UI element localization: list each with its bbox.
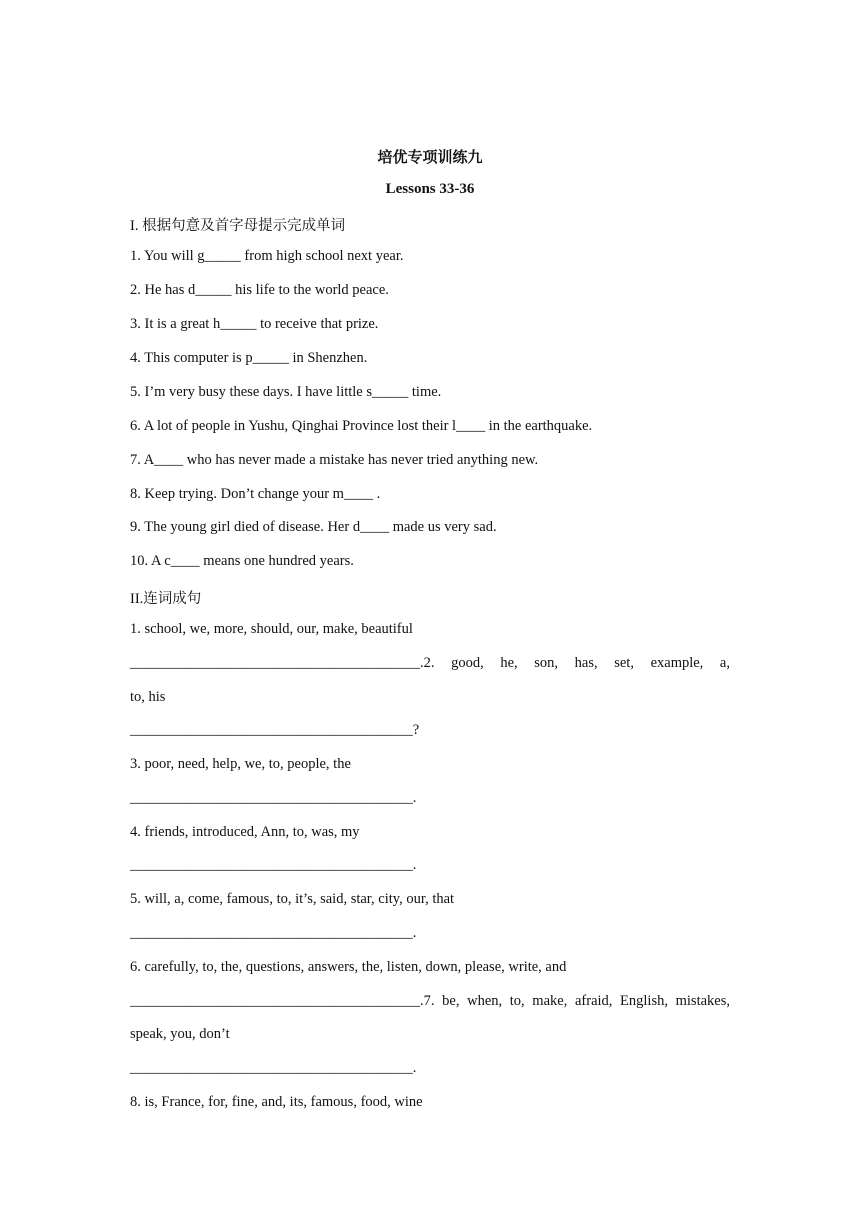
section-1-item: 8. Keep trying. Don’t change your m____ . [130,486,381,502]
answer-line-6-question-7: ________________________________________.7. be, when, to, make, afraid, English, mistakes, [130,993,730,1009]
worksheet-subtitle: Lessons 33-36 [385,181,475,197]
question-7-continued: speak, you, don’t [130,1026,230,1042]
section-1-item: 3. It is a great h_____ to receive that prize. [130,316,379,332]
answer-line-1-question-2: ________________________________________.2. good, he, son, has, set, example, a, [130,655,730,671]
section-1-item: 4. This computer is p_____ in Shenzhen. [130,350,368,366]
answer-line-7: _______________________________________. [130,1060,417,1076]
section-1-heading: I. 根据句意及首字母提示完成单词 [130,218,346,234]
question-2-continued: to, his [130,689,166,705]
answer-line-4: _______________________________________. [130,857,417,873]
answer-line-2: _______________________________________? [130,722,420,738]
section-1-item: 5. I’m very busy these days. I have little s_____ time. [130,384,442,400]
worksheet-title: 培优专项训练九 [377,150,483,166]
section-1-item: 1. You will g_____ from high school next year. [130,248,404,264]
section-1-item: 6. A lot of people in Yushu, Qinghai Province lost their l____ in the earthquake. [130,418,593,434]
question-5: 5. will, a, come, famous, to, it’s, said, star, city, our, that [130,891,455,907]
section-1-item: 2. He has d_____ his life to the world peace. [130,282,389,298]
section-1-item: 7. A____ who has never made a mistake has never tried anything new. [130,452,539,468]
question-6: 6. carefully, to, the, questions, answers, the, listen, down, please, write, and [130,959,567,975]
question-3: 3. poor, need, help, we, to, people, the [130,756,351,772]
section-2-heading: II.连词成句 [130,591,202,607]
answer-line-3: _______________________________________. [130,790,417,806]
question-4: 4. friends, introduced, Ann, to, was, my [130,824,360,840]
section-1-item: 10. A c____ means one hundred years. [130,553,354,569]
section-1-item: 9. The young girl died of disease. Her d____ made us very sad. [130,519,497,535]
question-1: 1. school, we, more, should, our, make, beautiful [130,621,413,637]
answer-line-5: _______________________________________. [130,925,417,941]
question-8: 8. is, France, for, fine, and, its, famous, food, wine [130,1094,423,1110]
